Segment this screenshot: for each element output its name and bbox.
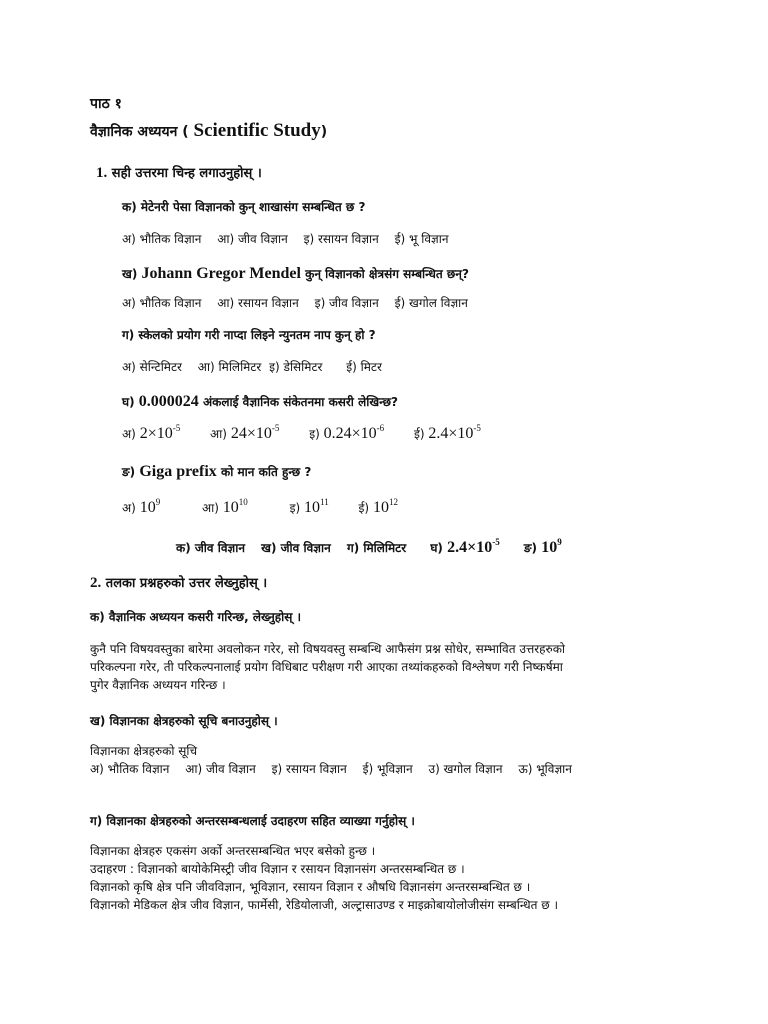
option-value: 10 — [372, 499, 389, 516]
option-exponent: 9 — [155, 497, 161, 507]
answer-ga: ग) मिलिमिटर — [346, 541, 407, 555]
q2-ka-answer-line: परिकल्पना गरेर, ती परिकल्पनालाई प्रयोग विधिबाट परीक्षण गरी आएका तथ्यांकहरुको विश्लेषण गरी निष्कर्षमा — [90, 660, 563, 674]
field-item: इ) रसायन विज्ञान — [271, 762, 347, 776]
option: इ) रसायन विज्ञान — [303, 232, 379, 246]
q1-ka-options — [122, 232, 449, 246]
q1-kha-name: Johann Gregor Mendel — [141, 265, 301, 282]
q1-ga-question: ग) स्केलको प्रयोग गरी नाप्दा लिइने न्युनतम नाप कुन् हो ? — [122, 328, 376, 342]
option-exponent: -5 — [271, 423, 280, 433]
option-exponent: 10 — [238, 497, 248, 507]
q1-nga-suffix: को मान कति हुन्छ ? — [221, 465, 312, 479]
option-exponent: -5 — [473, 423, 481, 433]
field-item: आ) जीव विज्ञान — [185, 762, 256, 776]
q2-ka-question: क) वैज्ञानिक अध्ययन कसरी गरिन्छ, लेख्नुहोस् । — [90, 610, 302, 624]
option: आ) मिलिमिटर — [197, 360, 262, 374]
q1-heading-text: सही उत्तरमा चिन्ह लगाउनुहोस् । — [111, 166, 262, 181]
option: इ) डेसिमिटर — [269, 360, 323, 374]
option-label: अ) — [122, 501, 136, 515]
q1-gha-number: 0.000024 — [138, 393, 199, 410]
q1-nga-options — [122, 498, 398, 517]
answer-nga-value: 10 — [541, 539, 558, 556]
option-exponent: -6 — [376, 423, 385, 433]
q2-ga-answer-line: विज्ञानको मेडिकल क्षेत्र जीव विज्ञान, फार्मेसी, रेडियोलाजी, अल्ट्रासाउण्ड र माइक्रोबायोलोजीसंग सम्बन्धित छ । — [90, 898, 559, 912]
option-value: 10 — [222, 499, 239, 516]
q2-ka-answer-line: कुनै पनि विषयवस्तुका बारेमा अवलोकन गरेर, सो विषयवस्तु सम्बन्धि आफैसंग प्रश्न सोधेर, सम्भावित उत्तरहरुको — [90, 642, 566, 656]
q1-nga-prefix: ङ) — [122, 465, 136, 479]
q1-gha-prefix: घ) — [122, 395, 135, 409]
option: ई) खगोल विज्ञान — [394, 296, 468, 310]
q1-nga-question — [122, 462, 311, 481]
q2-kha-question: ख) विज्ञानका क्षेत्रहरुको सूचि बनाउनुहोस् । — [90, 714, 278, 728]
option-label: अ) — [122, 427, 136, 441]
field-item: ऊ) भूविज्ञान — [518, 762, 572, 776]
q1-kha-options — [122, 296, 468, 310]
lesson-title-english: Scientific Study — [193, 120, 321, 141]
q1-gha-options — [122, 424, 481, 443]
q1-nga-term: Giga prefix — [139, 463, 217, 480]
option: आ) रसायन विज्ञान — [217, 296, 299, 310]
q2-heading-text: तलका प्रश्नहरुको उत्तर लेख्नुहोस् । — [105, 576, 268, 591]
q1-ga-options — [122, 360, 382, 374]
option: अ) सेन्टिमिटर — [122, 360, 182, 374]
option: ई) भू विज्ञान — [394, 232, 449, 246]
q1-gha-question — [122, 392, 398, 411]
q2-ga-answer-line: विज्ञानका क्षेत्रहरु एकसंग अर्को अन्तरसम्बन्धित भएर बसेको हुन्छ । — [90, 844, 376, 858]
field-item: ई) भूविज्ञान — [362, 762, 413, 776]
option-label: ई) — [358, 501, 370, 515]
q2-number: 2. — [90, 575, 102, 591]
lesson-title-close: ) — [320, 124, 328, 140]
q2-kha-list-title: विज्ञानका क्षेत्रहरुको सूचि — [90, 744, 198, 758]
q1-gha-suffix: अंकलाई वैज्ञानिक संकेतनमा कसरी लेखिन्छ? — [202, 395, 398, 409]
q1-answer-key — [176, 538, 562, 557]
field-item: अ) भौतिक विज्ञान — [90, 762, 170, 776]
option-value: 2.4×10 — [428, 425, 474, 442]
answer-ka: क) जीव विज्ञान — [176, 541, 245, 555]
option-label: आ) — [210, 427, 227, 441]
q2-ga-question: ग) विज्ञानका क्षेत्रहरुको अन्तरसम्बन्धलाई उदाहरण सहित व्याख्या गर्नुहोस् । — [90, 814, 415, 828]
option-value: 0.24×10 — [323, 425, 377, 442]
option-exponent: -5 — [172, 423, 181, 433]
field-item: उ) खगोल विज्ञान — [428, 762, 503, 776]
answer-kha: ख) जीव विज्ञान — [261, 541, 331, 555]
lesson-title — [90, 120, 327, 143]
option-exponent: 11 — [320, 497, 329, 507]
answer-gha-exponent: -5 — [492, 537, 500, 547]
answer-gha-label: घ) — [430, 541, 443, 555]
option: अ) भौतिक विज्ञान — [122, 232, 202, 246]
option-label: आ) — [202, 501, 219, 515]
q1-ka-question: क) मेटेनरी पेसा विज्ञानको कुन् शाखासंग सम्बन्धित छ ? — [122, 200, 366, 214]
q1-kha-suffix: कुन् विज्ञानको क्षेत्रसंग सम्बन्धित छन्? — [305, 267, 469, 281]
option-label: इ) — [289, 501, 301, 515]
q2-ka-answer-line: पुगेर वैज्ञानिक अध्ययन गरिन्छ । — [90, 678, 226, 692]
q1-heading — [96, 164, 262, 182]
answer-gha-value: 2.4×10 — [447, 539, 493, 556]
q2-ga-answer-line: विज्ञानको कृषि क्षेत्र पनि जीवविज्ञान, भूविज्ञान, रसायन विज्ञान र औषधि विज्ञानसंग अन्तरसम्बन्धित छ । — [90, 880, 531, 894]
option: इ) जीव विज्ञान — [314, 296, 379, 310]
q2-kha-fields — [90, 762, 572, 776]
answer-nga-exponent: 9 — [557, 537, 562, 547]
option: आ) जीव विज्ञान — [217, 232, 288, 246]
q1-number: 1. — [96, 165, 108, 181]
option-value: 10 — [139, 499, 156, 516]
option: अ) भौतिक विज्ञान — [122, 296, 202, 310]
lesson-number: पाठ १ — [90, 96, 122, 112]
option-value: 24×10 — [230, 425, 272, 442]
q2-heading — [90, 574, 267, 592]
lesson-title-nepali: वैज्ञानिक अध्ययन ( — [90, 124, 189, 140]
option: ई) मिटर — [346, 360, 382, 374]
option-value: 2×10 — [139, 425, 173, 442]
option-value: 10 — [304, 499, 321, 516]
q2-ga-answer-line: उदाहरण : विज्ञानको बायोकेमिस्ट्री जीव विज्ञान र रसायन विज्ञानसंग अन्तरसम्बन्धित छ । — [90, 862, 465, 876]
option-label: ई) — [413, 427, 425, 441]
answer-nga-label: ङ) — [523, 541, 538, 555]
option-label: इ) — [309, 427, 320, 441]
q1-kha-prefix: ख) — [122, 267, 138, 281]
q1-kha-question — [122, 264, 469, 283]
option-exponent: 12 — [388, 497, 398, 507]
